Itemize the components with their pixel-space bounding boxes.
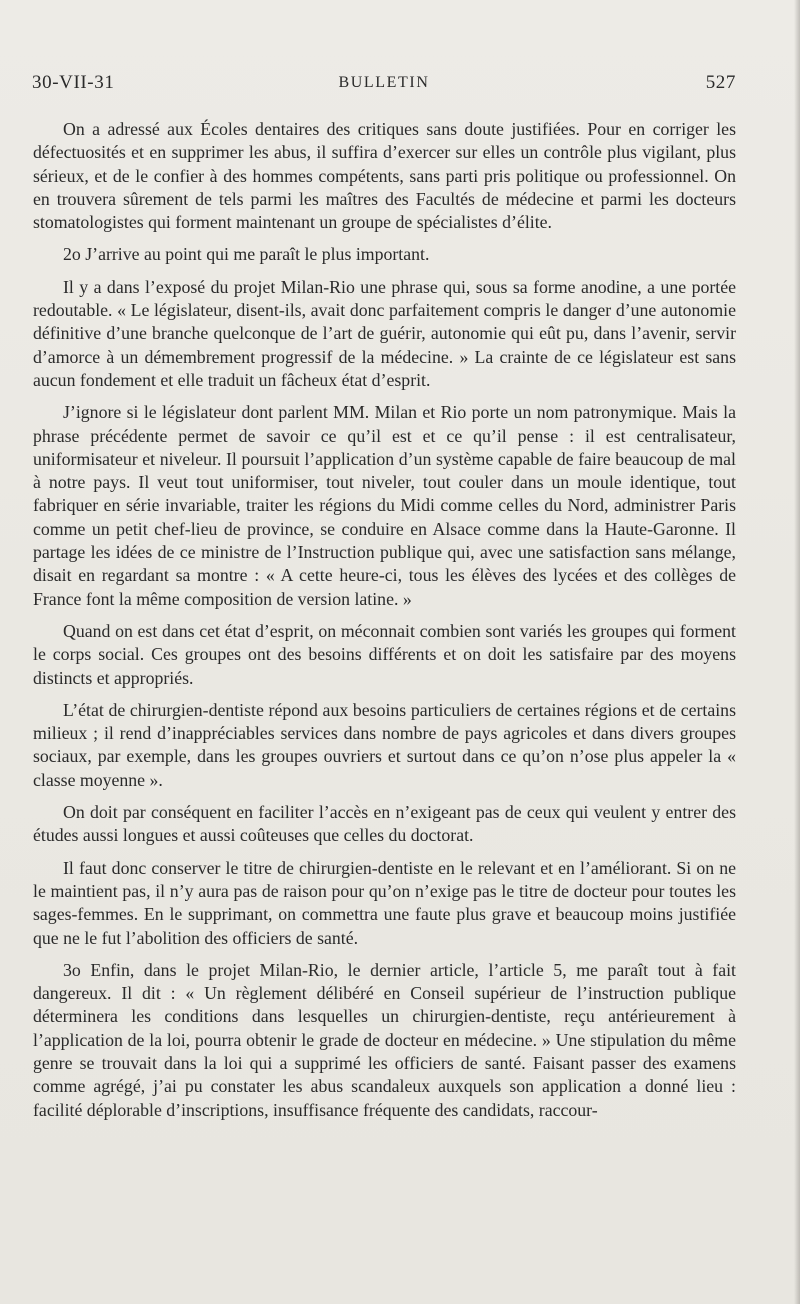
paragraph: J’ignore si le législateur dont parlent MM. Milan et Rio porte un nom patronymique. Mais la phrase précédente permet de savoir ce qu’il est et ce qu’il pense : il est centralisateur, uniformisateur et niveleur. Il poursuit l’application d’un système capable de faire beaucoup de mal à notre pays. Il veut tout uniformiser, tout niveler, tout couler dans un moule identique, tout fabriquer en série invariable, traiter les régions du Midi comme celles du Nord, administrer Paris comme un petit chef-lieu de province, se conduire en Alsace comme dans la Haute-Garonne. Il partage les idées de ce ministre de l’Instruction publique qui, avec une satisfaction sans mélange, disait en regardant sa montre : « A cette heure-ci, tous les élèves des lycées et des collèges de France font la même composition de version latine. » (33, 402, 736, 609)
header-date: 30-VII-31 (32, 72, 115, 93)
paragraph: Il faut donc conserver le titre de chirurgien-dentiste en le relevant et en l’améliorant. Si on ne le maintient pas, il n’y aura pas de raison pour qu’on n’exige pas le titre de docteur pour toutes les sages-femmes. En le supprimant, on commettra une faute plus grave et beaucoup moins justifiée que ne le fut l’abolition des officiers de santé. (33, 857, 736, 948)
paragraph: Il y a dans l’exposé du projet Milan-Rio une phrase qui, sous sa forme anodine, a une portée redoutable. « Le législateur, disent-ils, avait donc parfaitement compris le danger d’une autonomie définitive d’une branche quelconque de l’art de guérir, autonomie qui eût pu, dans l’avenir, servir d’amorce à un démembrement progressif de la médecine. » La crainte de ce législateur est sans aucun fondement et elle traduit un fâcheux état d’esprit. (33, 276, 736, 390)
article-body (33, 118, 736, 1131)
paragraph: 3o Enfin, dans le projet Milan-Rio, le dernier article, l’article 5, me paraît tout à fait dangereux. Il dit : « Un règlement délibéré en Conseil supérieur de l’instruction publique déterminera les conditions dans lesquelles un chirurgien-dentiste, reçu antérieurement à l’application de la loi, pourra obtenir le grade de docteur en médecine. » Une stipulation du même genre se trouvait dans la loi qui a supprimé les officiers de santé. Faisant passer des examens comme agrégé, j’ai pu constater les abus scandaleux auxquels son application a donné lieu : facilité déplorable d’inscriptions, insuffisance fréquente des candidats, raccour- (33, 959, 736, 1120)
running-head (32, 72, 736, 102)
paragraph: On doit par conséquent en faciliter l’accès en n’exigeant pas de ceux qui veulent y entrer des études aussi longues et aussi coûteuses que celles du doctorat. (33, 802, 736, 846)
paragraph: On a adressé aux Écoles dentaires des critiques sans doute justifiées. Pour en corriger les défectuosités et en supprimer les abus, il suffira d’exercer sur elles un contrôle plus vigilant, plus sérieux, et de le confier à des hommes compétents, sans parti pris politique ou professionnel. On en trouvera sûrement de tels parmi les maîtres des Facultés de médecine et parmi les docteurs stomatologistes qui forment maintenant un groupe de spécialistes d’élite. (33, 119, 736, 233)
paragraph: 2o J’arrive au point qui me paraît le plus important. (63, 244, 430, 265)
paragraph: Quand on est dans cet état d’esprit, on méconnait combien sont variés les groupes qui forment le corps social. Ces groupes ont des besoins différents et on doit les satisfaire par des moyens distincts et appropriés. (33, 620, 736, 688)
page-number: 527 (705, 72, 736, 93)
page-edge-shadow (794, 0, 800, 1304)
paragraph: L’état de chirurgien-dentiste répond aux besoins particuliers de certaines régions et de certains milieux ; il rend d’inappréciables services dans nombre de pays agricoles et dans divers groupes sociaux, par exemple, dans les groupes ouvriers et surtout dans ce qu’on n’ose plus appeler la « classe moyenne ». (33, 699, 736, 790)
header-title: BULLETIN (338, 74, 430, 91)
